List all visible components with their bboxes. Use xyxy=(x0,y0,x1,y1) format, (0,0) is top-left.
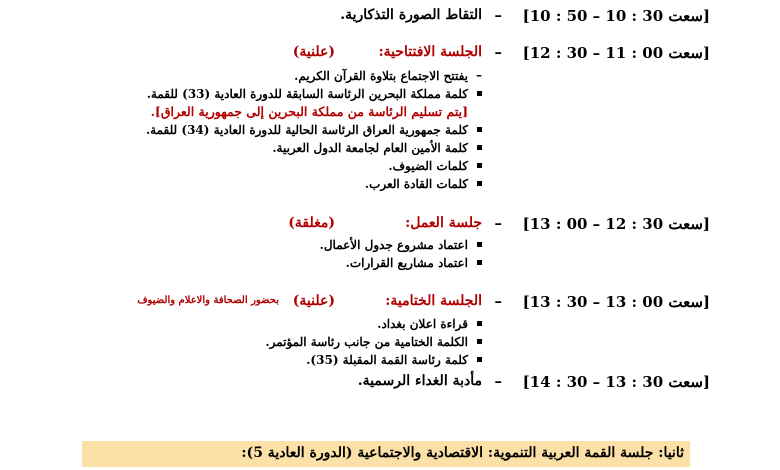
time-range: [سعت 00 : 13 – 30 : 13] xyxy=(522,293,710,311)
session-title: التقاط الصورة التذكارية. xyxy=(340,7,482,23)
section-heading-bar xyxy=(82,441,690,467)
bullet-icon xyxy=(477,260,482,265)
session-title: جلسة العمل: xyxy=(405,215,482,231)
list-item: كلمات القادة العرب. xyxy=(42,175,482,193)
session-note: بحضور الصحافة والاعلام والضيوف xyxy=(137,295,279,306)
session-title: الجلسة الافتتاحية: xyxy=(378,44,482,60)
session-status: (علنية) xyxy=(292,293,335,309)
list-item-highlight: [يتم تسليم الرئاسة من مملكة البحرين إلى جمهورية العراق]. xyxy=(150,104,468,119)
list-item: اعتماد مشروع جدول الأعمال. xyxy=(42,236,482,254)
bullet-icon xyxy=(477,242,482,247)
session-status: (مغلقة) xyxy=(288,215,335,231)
section-heading: ثانيا: جلسة القمة العربية التنموية: الاقتصادية والاجتماعية (الدورة العادية 5): xyxy=(241,445,684,461)
list-item: كلمات الضيوف. xyxy=(42,157,482,175)
bullet-icon xyxy=(477,321,482,326)
list-item: كلمة مملكة البحرين الرئاسة السابقة للدورة العادية (33) للقمة. xyxy=(42,85,482,103)
list-item: قراءة اعلان بغداد. xyxy=(42,315,482,333)
bullet-icon xyxy=(477,145,482,150)
session-title: الجلسة الختامية: xyxy=(385,293,482,309)
list-item: كلمة رئاسة القمة المقبلة (35). xyxy=(42,351,482,369)
session-status: (علنية) xyxy=(292,44,335,60)
time-range: [سعت 30 : 13 – 30 : 14] xyxy=(522,373,710,391)
bullet-icon xyxy=(477,91,482,96)
closing-items-list xyxy=(42,315,482,369)
list-item: – يفتتح الاجتماع بتلاوة القرآن الكريم. xyxy=(294,68,482,83)
list-item: كلمة الأمين العام لجامعة الدول العربية. xyxy=(42,139,482,157)
bullet-icon xyxy=(477,181,482,186)
bullet-icon xyxy=(477,357,482,362)
row-dash: – xyxy=(494,292,502,310)
list-item: كلمة جمهورية العراق الرئاسة الحالية للدورة العادية (34) للقمة. xyxy=(42,121,482,139)
row-dash: – xyxy=(494,372,502,390)
work-items-list xyxy=(42,236,482,272)
session-title: مأدبة الغداء الرسمية. xyxy=(357,373,482,389)
row-dash: – xyxy=(494,43,502,61)
time-range: [سعت 00 : 11 – 30 : 12] xyxy=(522,44,710,62)
time-range: [سعت 30 : 12 – 00 : 13] xyxy=(522,215,710,233)
bullet-icon xyxy=(477,339,482,344)
list-item: الكلمة الختامية من جانب رئاسة المؤتمر. xyxy=(42,333,482,351)
bullet-icon xyxy=(477,127,482,132)
opening-items-list xyxy=(42,67,482,193)
time-range: [سعت 30 : 10 – 50 : 10] xyxy=(522,7,710,25)
row-dash: – xyxy=(494,214,502,232)
dash-icon: – xyxy=(476,68,482,82)
list-item: اعتماد مشاريع القرارات. xyxy=(42,254,482,272)
bullet-icon xyxy=(477,163,482,168)
row-dash: – xyxy=(494,6,502,24)
